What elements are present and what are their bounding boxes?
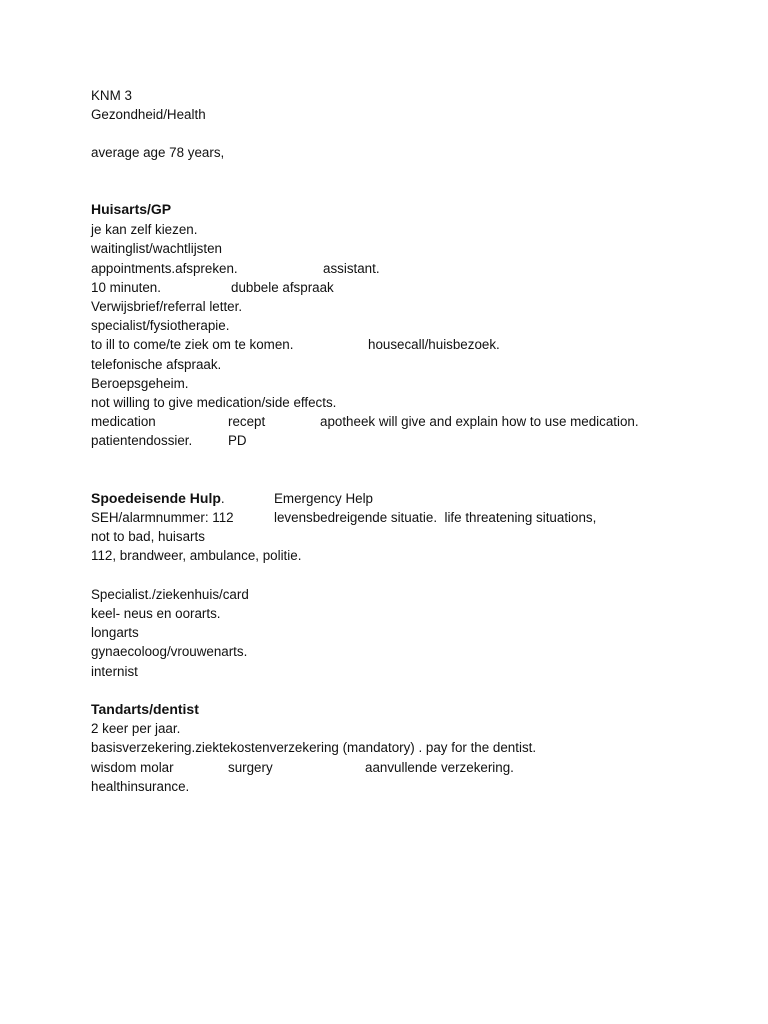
text-line: apotheek will give and explain how to use medication. (320, 414, 639, 429)
average-age-note: average age 78 years, (91, 145, 225, 160)
text-line: 2 keer per jaar. (91, 721, 181, 736)
text-line: specialist/fysiotherapie. (91, 318, 230, 333)
text-line: PD (228, 433, 247, 448)
text-line: to ill to come/te ziek om te komen. (91, 337, 294, 352)
section-heading-huisarts: Huisarts/GP (91, 201, 172, 217)
text-line: recept (228, 414, 266, 429)
text-line: 112, brandweer, ambulance, politie. (91, 548, 302, 563)
section-heading-tandarts: Tandarts/dentist (91, 701, 199, 717)
text-line: assistant. (323, 261, 380, 276)
text-line: 10 minuten. (91, 280, 161, 295)
spoed-heading-text: Spoedeisende Hulp (91, 490, 221, 506)
text-line: waitinglist/wachtlijsten (91, 241, 222, 256)
section-heading-spoed (91, 489, 225, 508)
text-line: housecall/huisbezoek. (368, 337, 500, 352)
text-line: medication (91, 414, 156, 429)
text-line: Beroepsgeheim. (91, 376, 189, 391)
text-line: longarts (91, 625, 139, 640)
text-line: je kan zelf kiezen. (91, 222, 198, 237)
text-line: basisverzekering.ziektekostenverzekering (mandatory) . pay for the dentist. (91, 740, 537, 755)
text-line: surgery (228, 760, 273, 775)
text-line: not to bad, huisarts (91, 529, 205, 544)
text-line: keel- neus en oorarts. (91, 606, 221, 621)
text-line: patientendossier. (91, 433, 193, 448)
text-line: Verwijsbrief/referral letter. (91, 299, 243, 314)
document-topic: Gezondheid/Health (91, 107, 206, 122)
text-line: aanvullende verzekering. (365, 760, 514, 775)
spoed-heading-english: Emergency Help (274, 491, 373, 506)
text-line: not willing to give medication/side effects. (91, 395, 337, 410)
text-line: levensbedreigende situatie. life threatening situations, (274, 510, 597, 525)
spoed-heading-dot: . (220, 491, 225, 506)
text-line: healthinsurance. (91, 779, 190, 794)
course-code: KNM 3 (91, 88, 132, 103)
text-line: telefonische afspraak. (91, 357, 222, 372)
text-line: SEH/alarmnummer: 112 (91, 510, 234, 525)
text-line: dubbele afspraak (231, 280, 334, 295)
text-line: appointments.afspreken. (91, 261, 238, 276)
text-line: wisdom molar (91, 760, 174, 775)
text-line: gynaecoloog/vrouwenarts. (91, 644, 248, 659)
text-line: internist (91, 664, 138, 679)
text-line: Specialist./ziekenhuis/card (91, 587, 249, 602)
